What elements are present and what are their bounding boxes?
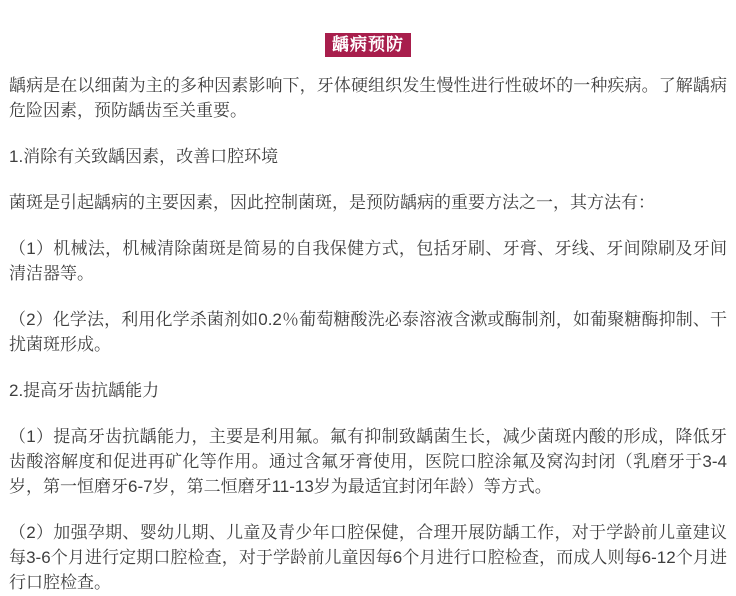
section-1-heading: 1.消除有关致龋因素，改善口腔环境 bbox=[9, 147, 279, 166]
plaque-control-paragraph: 菌斑是引起龋病的主要因素，因此控制菌斑，是预防龋病的重要方法之一，其方法有： bbox=[9, 193, 655, 212]
chemical-method-paragraph: （2）化学法，利用化学杀菌剂如0.2％葡萄糖酸洗必泰溶液含漱或酶制剂，如葡聚糖酶抑制、干扰菌斑形成。 bbox=[9, 310, 727, 354]
intro-paragraph: 龋病是在以细菌为主的多种因素影响下，牙体硬组织发生慢性进行性破坏的一种疾病。了解龋病危险因素，预防龋齿至关重要。 bbox=[9, 76, 727, 120]
article-header bbox=[0, 0, 736, 57]
fluoride-paragraph: （1）提高牙齿抗龋能力，主要是利用氟。氟有抑制致龋菌生长，减少菌斑内酸的形成，降低牙齿酸溶解度和促进再矿化等作用。通过含氟牙膏使用，医院口腔涂氟及窝沟封闭（乳磨牙于3-4岁，第一恒磨牙6-7岁，第二恒磨牙11-13岁为最适宜封闭年龄）等方式。 bbox=[9, 427, 727, 496]
mechanical-method-paragraph: （1）机械法，机械清除菌斑是简易的自我保健方式，包括牙刷、牙膏、牙线、牙间隙刷及牙间清洁器等。 bbox=[9, 239, 727, 283]
section-2-heading: 2.提高牙齿抗龋能力 bbox=[9, 381, 160, 400]
article-content bbox=[0, 57, 736, 595]
oral-checkup-paragraph: （2）加强孕期、婴幼儿期、儿童及青少年口腔保健，合理开展防龋工作，对于学龄前儿童建议每3-6个月进行定期口腔检查，对于学龄前儿童因每6个月进行口腔检查，而成人则每6-12个月进行口腔检查。 bbox=[9, 523, 727, 592]
page-title: 龋病预防 bbox=[325, 33, 411, 57]
